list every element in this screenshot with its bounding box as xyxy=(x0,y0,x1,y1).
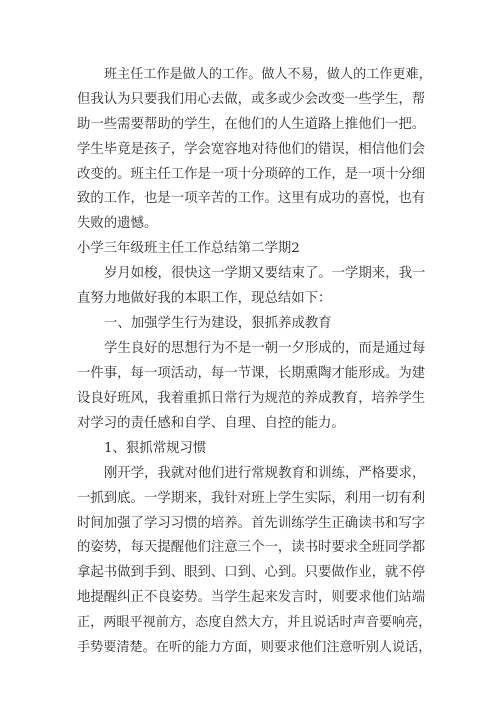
paragraph-line: 岁月如梭，很快这一学期又要结束了。一学期来，我一 xyxy=(104,266,426,281)
paragraph-line: 失败的遗憾。 xyxy=(77,216,158,231)
paragraph-line: 一件事，每一项活动，每一节课，长期熏陶才能形成。为建 xyxy=(77,366,426,381)
paragraph-line: 但我认为只要我们用心去做，或多或少会改变一些学生，帮 xyxy=(77,92,426,107)
paragraph-line: 助一些需要帮助的学生，在他们的人生道路上推他们一把。 xyxy=(77,117,426,132)
paragraph-line: 班主任工作是做人的工作。做人不易，做人的工作更难， xyxy=(104,67,432,82)
paragraph-line: 一抓到底。一学期来，我针对班上学生实际，利用一切有利 xyxy=(77,491,426,506)
paragraph-line: 正，两眼平视前方，态度自然大方，并且说话时声音要响亮， xyxy=(77,615,432,630)
section-heading: 小学三年级班主任工作总结第二学期2 xyxy=(77,241,300,256)
paragraph-line: 的姿势，每天提醒他们注意三个一，读书时要求全班同学都 xyxy=(77,540,426,555)
paragraph-line: 改变的。班主任工作是一项十分琐碎的工作，是一项十分细 xyxy=(77,167,426,182)
paragraph-line: 刚开学，我就对他们进行常规教育和训练，严格要求， xyxy=(104,466,426,481)
paragraph-line: 设良好班风，我着重抓日常行为规范的养成教育，培养学生 xyxy=(77,391,426,406)
paragraph-line: 时间加强了学习习惯的培养。首先训练学生正确读书和写字 xyxy=(77,516,426,531)
paragraph-line: 学生毕竟是孩子，学会宽容地对待他们的错误，相信他们会 xyxy=(77,142,426,157)
paragraph-line: 直努力地做好我的本职工作，现总结如下： xyxy=(77,291,332,306)
paragraph-line: 对学习的责任感和自学、自理、自控的能力。 xyxy=(77,416,345,431)
paragraph-line: 地提醒纠正不良姿势。当学生起来发言时，则要求他们站端 xyxy=(77,590,426,605)
paragraph-line: 学生良好的思想行为不是一朝一夕形成的，而是通过每 xyxy=(104,341,426,356)
paragraph-line: 手势要清楚。在听的能力方面，则要求他们注意听别人说话， xyxy=(77,640,432,655)
subsection-heading: 一、加强学生行为建设，狠抓养成教育 xyxy=(104,316,332,331)
subsection-heading: 1、狠抓常规习惯 xyxy=(104,441,207,456)
paragraph-line: 拿起书做到手到、眼到、口到、心到。只要做作业，就不停 xyxy=(77,565,426,580)
paragraph-line: 致的工作，也是一项辛苦的工作。这里有成功的喜悦，也有 xyxy=(77,191,426,206)
